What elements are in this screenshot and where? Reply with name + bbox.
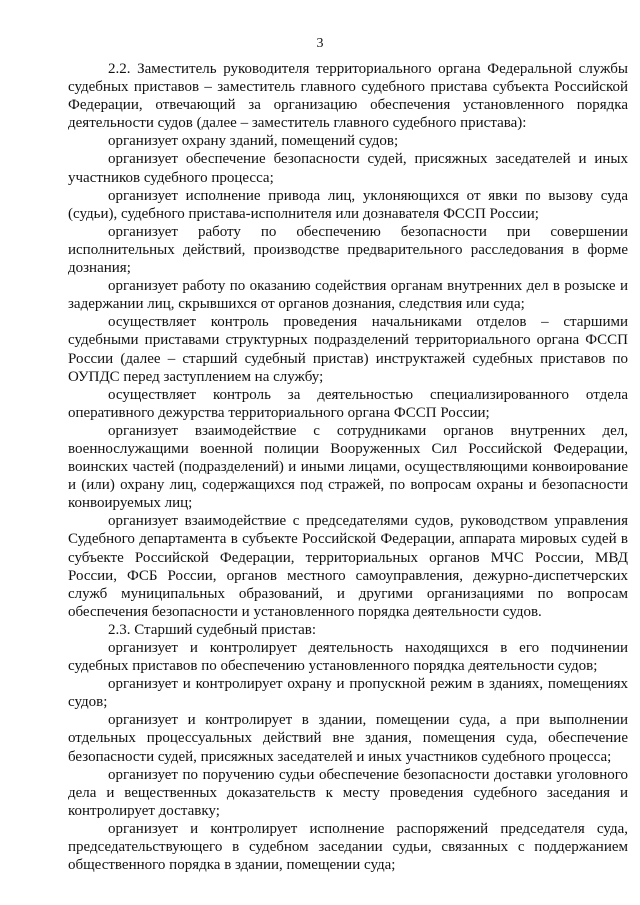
paragraph: организует работу по оказанию содействия органам внутренних дел в розыске и задержании лиц, скрывшихся от органов дознания, следствия или суда; (68, 278, 628, 313)
paragraph: 2.2. Заместитель руководителя территориального органа Федеральной службы судебных приставов – заместитель главного судебного пристава субъекта Российской Федерации, отвечающий за организацию обеспечения установленного порядка деятельности судов (далее – заместитель главного судебного пристава): (68, 61, 628, 132)
paragraph: организует по поручению судьи обеспечение безопасности доставки уголовного дела и вещественных доказательств к месту проведения судебного заседания и контролирует доставку; (68, 766, 628, 819)
section-heading: 2.3. Старший судебный пристав: (108, 621, 316, 638)
paragraph: организует и контролирует в здании, помещении суда, а при выполнении отдельных процессуальных действий вне здания, помещения суда, обеспечение безопасности судей, присяжных заседателей и иных участников судебного процесса; (68, 712, 628, 765)
paragraph: организует исполнение привода лиц, уклоняющихся от явки по вызову суда (судьи), судебного пристава-исполнителя или дознавателя ФССП России; (68, 187, 628, 222)
paragraph: организует и контролирует исполнение распоряжений председателя суда, председательствующего в судебном заседании судьи, связанных с поддержанием общественного порядка в здании, помещении суда; (68, 820, 628, 874)
paragraph: осуществляет контроль за деятельностью специализированного отдела оперативного дежурства территориального органа ФССП России; (68, 386, 628, 421)
paragraph: организует работу по обеспечению безопасности при совершении исполнительных действий, производстве предварительного расследования в форме дознания; (68, 223, 628, 277)
paragraph: организует и контролирует деятельность находящихся в его подчинении судебных приставов по обеспечению установленного порядка деятельности судов; (68, 640, 628, 675)
paragraph: организует охрану зданий, помещений судов; (108, 133, 399, 150)
document-body (68, 60, 628, 874)
paragraph: организует обеспечение безопасности судей, присяжных заседателей и иных участников судебного процесса; (68, 151, 628, 186)
paragraph: осуществляет контроль проведения начальниками отделов – старшими судебными приставами структурных подразделений территориального органа ФССП России (далее – старший судебный пристав) инструктажей судебных приставов по ОУПДС перед заступлением на службу; (68, 314, 628, 385)
paragraph: организует взаимодействие с сотрудниками органов внутренних дел, военнослужащими военной полиции Вооруженных Сил Российской Федерации, воинских частей (подразделений) и иными лицами, осуществляющими конвоирование и (или) охрану лиц, содержащихся под стражей, по вопросам охраны и безопасности конвоируемых лиц; (68, 422, 628, 512)
paragraph: организует и контролирует охрану и пропускной режим в зданиях, помещениях судов; (68, 676, 628, 711)
paragraph: организует взаимодействие с председателями судов, руководством управления Судебного департамента в субъекте Российской Федерации, аппарата мировых судей в субъекте Российской Федерации, территориальных органов МЧС России, МВД России, ФСБ России, органов местного самоуправления, дежурно-диспетчерских служб муниципальных образований, и другими организациями по вопросам обеспечения безопасности и установленного порядка деятельности судов. (68, 513, 628, 620)
page-number: 3 (316, 36, 324, 51)
